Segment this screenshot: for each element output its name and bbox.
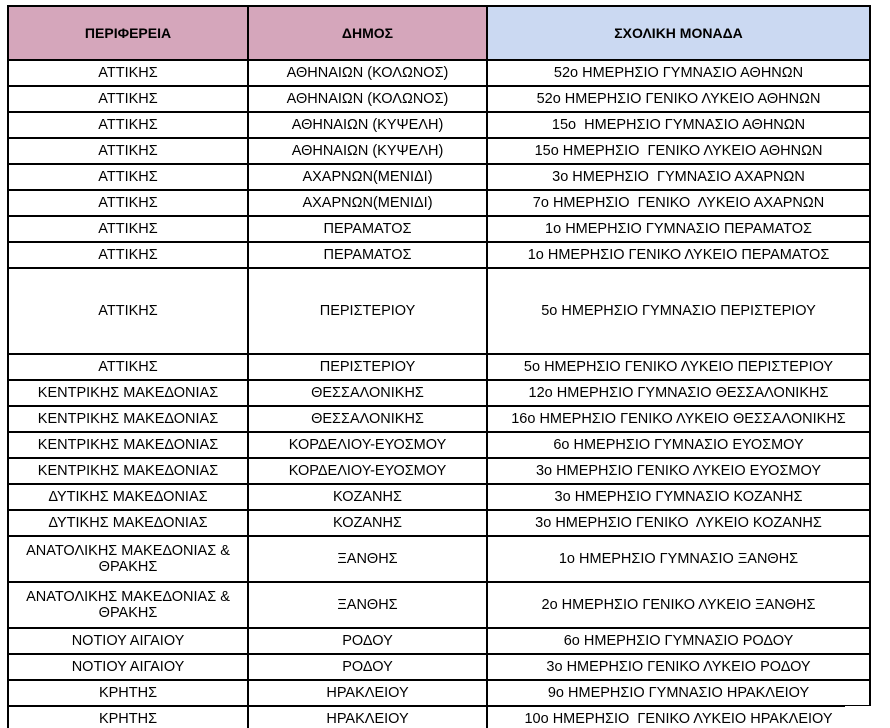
school-unit-cell: 52ο ΗΜΕΡΗΣΙΟ ΓΕΝΙΚΟ ΛΥΚΕΙΟ ΑΘΗΝΩΝ xyxy=(487,86,870,112)
column-header-region: ΠΕΡΙΦΕΡΕΙΑ xyxy=(8,6,248,60)
municipality-cell: ΘΕΣΣΑΛΟΝΙΚΗΣ xyxy=(248,380,487,406)
region-cell: ΑΤΤΙΚΗΣ xyxy=(8,164,248,190)
table-row xyxy=(8,60,870,86)
table-row xyxy=(8,268,870,354)
table-row xyxy=(8,582,870,628)
table-row xyxy=(8,242,870,268)
municipality-cell: ΞΑΝΘΗΣ xyxy=(248,536,487,582)
school-unit-cell: 1ο ΗΜΕΡΗΣΙΟ ΓΥΜΝΑΣΙΟ ΠΕΡΑΜΑΤΟΣ xyxy=(487,216,870,242)
municipality-cell: ΞΑΝΘΗΣ xyxy=(248,582,487,628)
municipality-cell: ΠΕΡΙΣΤΕΡΙΟΥ xyxy=(248,354,487,380)
region-cell: ΑΤΤΙΚΗΣ xyxy=(8,242,248,268)
table-row xyxy=(8,654,870,680)
school-unit-cell: 5ο ΗΜΕΡΗΣΙΟ ΓΥΜΝΑΣΙΟ ΠΕΡΙΣΤΕΡΙΟΥ xyxy=(487,268,870,354)
table-row xyxy=(8,190,870,216)
school-unit-cell: 12ο ΗΜΕΡΗΣΙΟ ΓΥΜΝΑΣΙΟ ΘΕΣΣΑΛΟΝΙΚΗΣ xyxy=(487,380,870,406)
school-unit-cell: 3ο ΗΜΕΡΗΣΙΟ ΓΥΜΝΑΣΙΟ ΑΧΑΡΝΩΝ xyxy=(487,164,870,190)
municipality-cell: ΑΧΑΡΝΩΝ(ΜΕΝΙΔΙ) xyxy=(248,190,487,216)
table-row xyxy=(8,216,870,242)
school-unit-cell: 2ο ΗΜΕΡΗΣΙΟ ΓΕΝΙΚΟ ΛΥΚΕΙΟ ΞΑΝΘΗΣ xyxy=(487,582,870,628)
school-unit-cell: 15ο ΗΜΕΡΗΣΙΟ ΓΥΜΝΑΣΙΟ ΑΘΗΝΩΝ xyxy=(487,112,870,138)
school-unit-cell: 6ο ΗΜΕΡΗΣΙΟ ΓΥΜΝΑΣΙΟ ΡΟΔΟΥ xyxy=(487,628,870,654)
table-row xyxy=(8,680,870,706)
municipality-cell: ΘΕΣΣΑΛΟΝΙΚΗΣ xyxy=(248,406,487,432)
municipality-cell: ΚΟΖΑΝΗΣ xyxy=(248,484,487,510)
table-row xyxy=(8,86,870,112)
municipality-cell: ΚΟΡΔΕΛΙΟΥ-ΕΥΟΣΜΟΥ xyxy=(248,432,487,458)
table-row xyxy=(8,406,870,432)
table-row xyxy=(8,380,870,406)
municipality-cell: ΠΕΡΙΣΤΕΡΙΟΥ xyxy=(248,268,487,354)
region-cell: ΚΕΝΤΡΙΚΗΣ ΜΑΚΕΔΟΝΙΑΣ xyxy=(8,432,248,458)
table-row xyxy=(8,164,870,190)
school-unit-cell: 15ο ΗΜΕΡΗΣΙΟ ΓΕΝΙΚΟ ΛΥΚΕΙΟ ΑΘΗΝΩΝ xyxy=(487,138,870,164)
municipality-cell: ΠΕΡΑΜΑΤΟΣ xyxy=(248,242,487,268)
school-unit-cell: 5ο ΗΜΕΡΗΣΙΟ ΓΕΝΙΚΟ ΛΥΚΕΙΟ ΠΕΡΙΣΤΕΡΙΟΥ xyxy=(487,354,870,380)
region-cell: ΚΕΝΤΡΙΚΗΣ ΜΑΚΕΔΟΝΙΑΣ xyxy=(8,380,248,406)
school-units-table xyxy=(7,5,871,728)
table-body xyxy=(8,60,870,728)
table-row xyxy=(8,484,870,510)
table-row xyxy=(8,628,870,654)
region-cell: ΔΥΤΙΚΗΣ ΜΑΚΕΔΟΝΙΑΣ xyxy=(8,484,248,510)
municipality-cell: ΗΡΑΚΛΕΙΟΥ xyxy=(248,680,487,706)
header-row xyxy=(8,6,870,60)
school-unit-cell: 1ο ΗΜΕΡΗΣΙΟ ΓΕΝΙΚΟ ΛΥΚΕΙΟ ΠΕΡΑΜΑΤΟΣ xyxy=(487,242,870,268)
school-unit-cell: 52ο ΗΜΕΡΗΣΙΟ ΓΥΜΝΑΣΙΟ ΑΘΗΝΩΝ xyxy=(487,60,870,86)
region-cell: ΑΝΑΤΟΛΙΚΗΣ ΜΑΚΕΔΟΝΙΑΣ & ΘΡΑΚΗΣ xyxy=(8,582,248,628)
region-cell: ΚΕΝΤΡΙΚΗΣ ΜΑΚΕΔΟΝΙΑΣ xyxy=(8,406,248,432)
municipality-cell: ΑΘΗΝΑΙΩΝ (ΚΟΛΩΝΟΣ) xyxy=(248,60,487,86)
region-cell: ΑΤΤΙΚΗΣ xyxy=(8,60,248,86)
school-unit-cell: 3ο ΗΜΕΡΗΣΙΟ ΓΕΝΙΚΟ ΛΥΚΕΙΟ ΡΟΔΟΥ xyxy=(487,654,870,680)
region-cell: ΑΤΤΙΚΗΣ xyxy=(8,138,248,164)
school-unit-cell: 3ο ΗΜΕΡΗΣΙΟ ΓΥΜΝΑΣΙΟ ΚΟΖΑΝΗΣ xyxy=(487,484,870,510)
table-row xyxy=(8,138,870,164)
table-row xyxy=(8,458,870,484)
region-cell: ΑΤΤΙΚΗΣ xyxy=(8,354,248,380)
region-cell: ΑΤΤΙΚΗΣ xyxy=(8,86,248,112)
table-row xyxy=(8,354,870,380)
school-unit-cell: 10ο ΗΜΕΡΗΣΙΟ ΓΕΝΙΚΟ ΛΥΚΕΙΟ ΗΡΑΚΛΕΙΟΥ xyxy=(487,706,870,728)
table-row xyxy=(8,536,870,582)
region-cell: ΚΡΗΤΗΣ xyxy=(8,706,248,728)
region-cell: ΑΤΤΙΚΗΣ xyxy=(8,112,248,138)
corner-notch xyxy=(845,706,890,728)
region-cell: ΔΥΤΙΚΗΣ ΜΑΚΕΔΟΝΙΑΣ xyxy=(8,510,248,536)
region-cell: ΑΤΤΙΚΗΣ xyxy=(8,216,248,242)
school-unit-cell: 3ο ΗΜΕΡΗΣΙΟ ΓΕΝΙΚΟ ΛΥΚΕΙΟ ΚΟΖΑΝΗΣ xyxy=(487,510,870,536)
region-cell: ΝΟΤΙΟΥ ΑΙΓΑΙΟΥ xyxy=(8,654,248,680)
municipality-cell: ΠΕΡΑΜΑΤΟΣ xyxy=(248,216,487,242)
municipality-cell: ΡΟΔΟΥ xyxy=(248,628,487,654)
school-unit-cell: 7ο ΗΜΕΡΗΣΙΟ ΓΕΝΙΚΟ ΛΥΚΕΙΟ ΑΧΑΡΝΩΝ xyxy=(487,190,870,216)
table-row xyxy=(8,510,870,536)
municipality-cell: ΚΟΡΔΕΛΙΟΥ-ΕΥΟΣΜΟΥ xyxy=(248,458,487,484)
municipality-cell: ΗΡΑΚΛΕΙΟΥ xyxy=(248,706,487,728)
region-cell: ΚΡΗΤΗΣ xyxy=(8,680,248,706)
municipality-cell: ΡΟΔΟΥ xyxy=(248,654,487,680)
region-cell: ΚΕΝΤΡΙΚΗΣ ΜΑΚΕΔΟΝΙΑΣ xyxy=(8,458,248,484)
column-header-school-unit: ΣΧΟΛΙΚΗ ΜΟΝΑΔΑ xyxy=(487,6,870,60)
region-cell: ΑΤΤΙΚΗΣ xyxy=(8,190,248,216)
table-row xyxy=(8,432,870,458)
region-cell: ΑΤΤΙΚΗΣ xyxy=(8,268,248,354)
school-unit-cell: 16ο ΗΜΕΡΗΣΙΟ ΓΕΝΙΚΟ ΛΥΚΕΙΟ ΘΕΣΣΑΛΟΝΙΚΗΣ xyxy=(487,406,870,432)
municipality-cell: ΑΘΗΝΑΙΩΝ (ΚΥΨΕΛΗ) xyxy=(248,112,487,138)
municipality-cell: ΑΘΗΝΑΙΩΝ (ΚΟΛΩΝΟΣ) xyxy=(248,86,487,112)
table-row xyxy=(8,706,870,728)
school-unit-cell: 3ο ΗΜΕΡΗΣΙΟ ΓΕΝΙΚΟ ΛΥΚΕΙΟ ΕΥΟΣΜΟΥ xyxy=(487,458,870,484)
municipality-cell: ΚΟΖΑΝΗΣ xyxy=(248,510,487,536)
school-unit-cell: 9ο ΗΜΕΡΗΣΙΟ ΓΥΜΝΑΣΙΟ ΗΡΑΚΛΕΙΟΥ xyxy=(487,680,870,706)
region-cell: ΑΝΑΤΟΛΙΚΗΣ ΜΑΚΕΔΟΝΙΑΣ & ΘΡΑΚΗΣ xyxy=(8,536,248,582)
region-cell: ΝΟΤΙΟΥ ΑΙΓΑΙΟΥ xyxy=(8,628,248,654)
column-header-municipality: ΔΗΜΟΣ xyxy=(248,6,487,60)
school-unit-cell: 6ο ΗΜΕΡΗΣΙΟ ΓΥΜΝΑΣΙΟ ΕΥΟΣΜΟΥ xyxy=(487,432,870,458)
municipality-cell: ΑΘΗΝΑΙΩΝ (ΚΥΨΕΛΗ) xyxy=(248,138,487,164)
table-row xyxy=(8,112,870,138)
municipality-cell: ΑΧΑΡΝΩΝ(ΜΕΝΙΔΙ) xyxy=(248,164,487,190)
school-unit-cell: 1ο ΗΜΕΡΗΣΙΟ ΓΥΜΝΑΣΙΟ ΞΑΝΘΗΣ xyxy=(487,536,870,582)
